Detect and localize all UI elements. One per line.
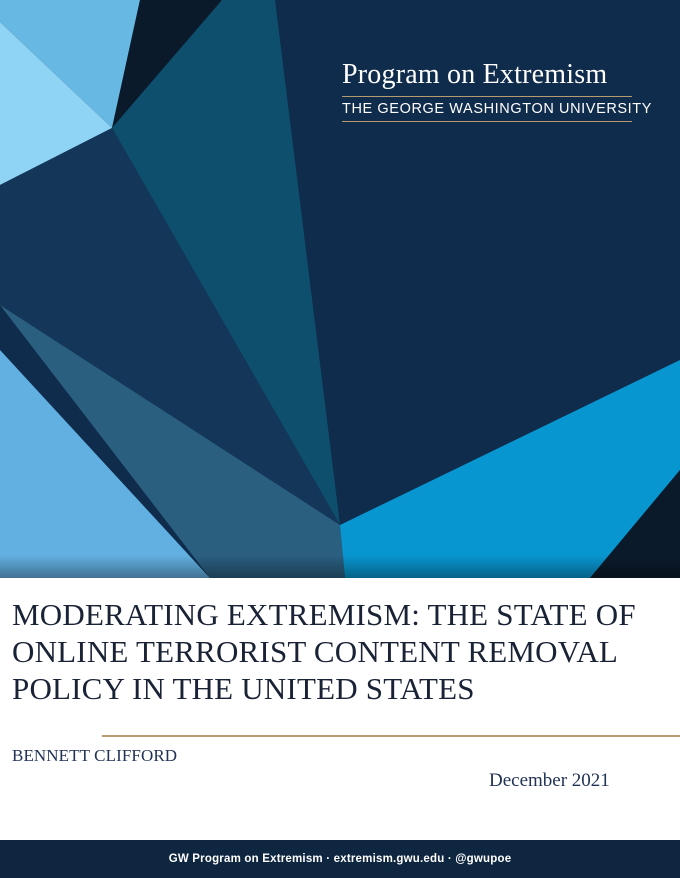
report-date: December 2021 — [489, 770, 610, 791]
title-divider — [102, 735, 680, 737]
program-brand-block — [342, 58, 653, 122]
program-name: Program on Extremism — [342, 59, 608, 90]
footer-text: GW Program on Extremism · extremism.gwu.edu · @gwupoe — [168, 853, 512, 865]
report-author: BENNETT CLIFFORD — [12, 746, 178, 765]
report-title-line-3: POLICY IN THE UNITED STATES — [12, 671, 475, 706]
footer-bar — [0, 840, 680, 878]
report-title-line-2: ONLINE TERRORIST CONTENT REMOVAL — [12, 634, 619, 669]
art-bottom-shadow — [0, 555, 680, 578]
brand-divider-top — [342, 96, 632, 97]
university-name: THE GEORGE WASHINGTON UNIVERSITY — [342, 101, 653, 117]
report-title — [12, 596, 676, 707]
report-title-line-1: MODERATING EXTREMISM: THE STATE OF — [12, 597, 636, 632]
brand-divider-bottom — [342, 121, 632, 122]
